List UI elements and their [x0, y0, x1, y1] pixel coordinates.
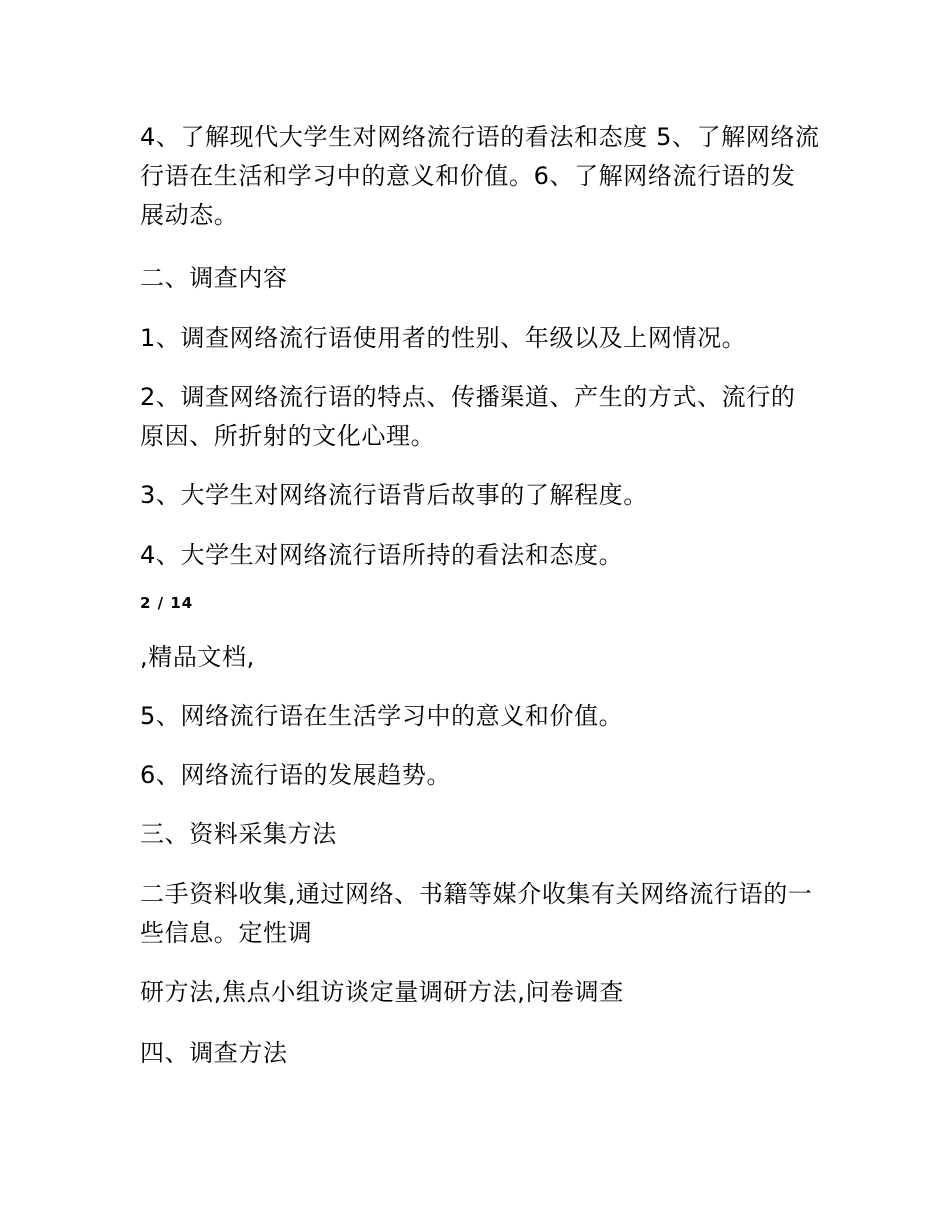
list-item-content-1: 1、调查网络流行语使用者的性别、年级以及上网情况。 [140, 324, 747, 352]
list-item-content-2: 2、调查网络流行语的特点、传播渠道、产生的方式、流行的原因、所折射的文化心理。 [140, 383, 796, 450]
paragraph-objectives-4-6: 4、了解现代大学生对网络流行语的看法和态度 5、了解网络流行语在生活和学习中的意义和价值。6、了解网络流行语的发展动态。 [140, 123, 820, 229]
document-header-label: ,精品文档, [140, 643, 255, 671]
list-item-content-3: 3、大学生对网络流行语背后故事的了解程度。 [140, 481, 648, 509]
list-item-content-4: 4、大学生对网络流行语所持的看法和态度。 [140, 541, 624, 569]
paragraph-research-methods: 研方法,焦点小组访谈定量调研方法,问卷调查 [140, 978, 624, 1006]
paragraph-secondary-data: 二手资料收集,通过网络、书籍等媒介收集有关网络流行语的一些信息。定性调 [140, 880, 813, 947]
heading-survey-content: 二、调查内容 [140, 264, 288, 292]
heading-data-collection-method: 三、资料采集方法 [140, 820, 337, 848]
list-item-content-6: 6、网络流行语的发展趋势。 [140, 761, 452, 789]
page-number: 2 / 14 [140, 594, 194, 612]
list-item-content-5: 5、网络流行语在生活学习中的意义和价值。 [140, 702, 624, 730]
heading-survey-method: 四、调查方法 [140, 1039, 288, 1067]
